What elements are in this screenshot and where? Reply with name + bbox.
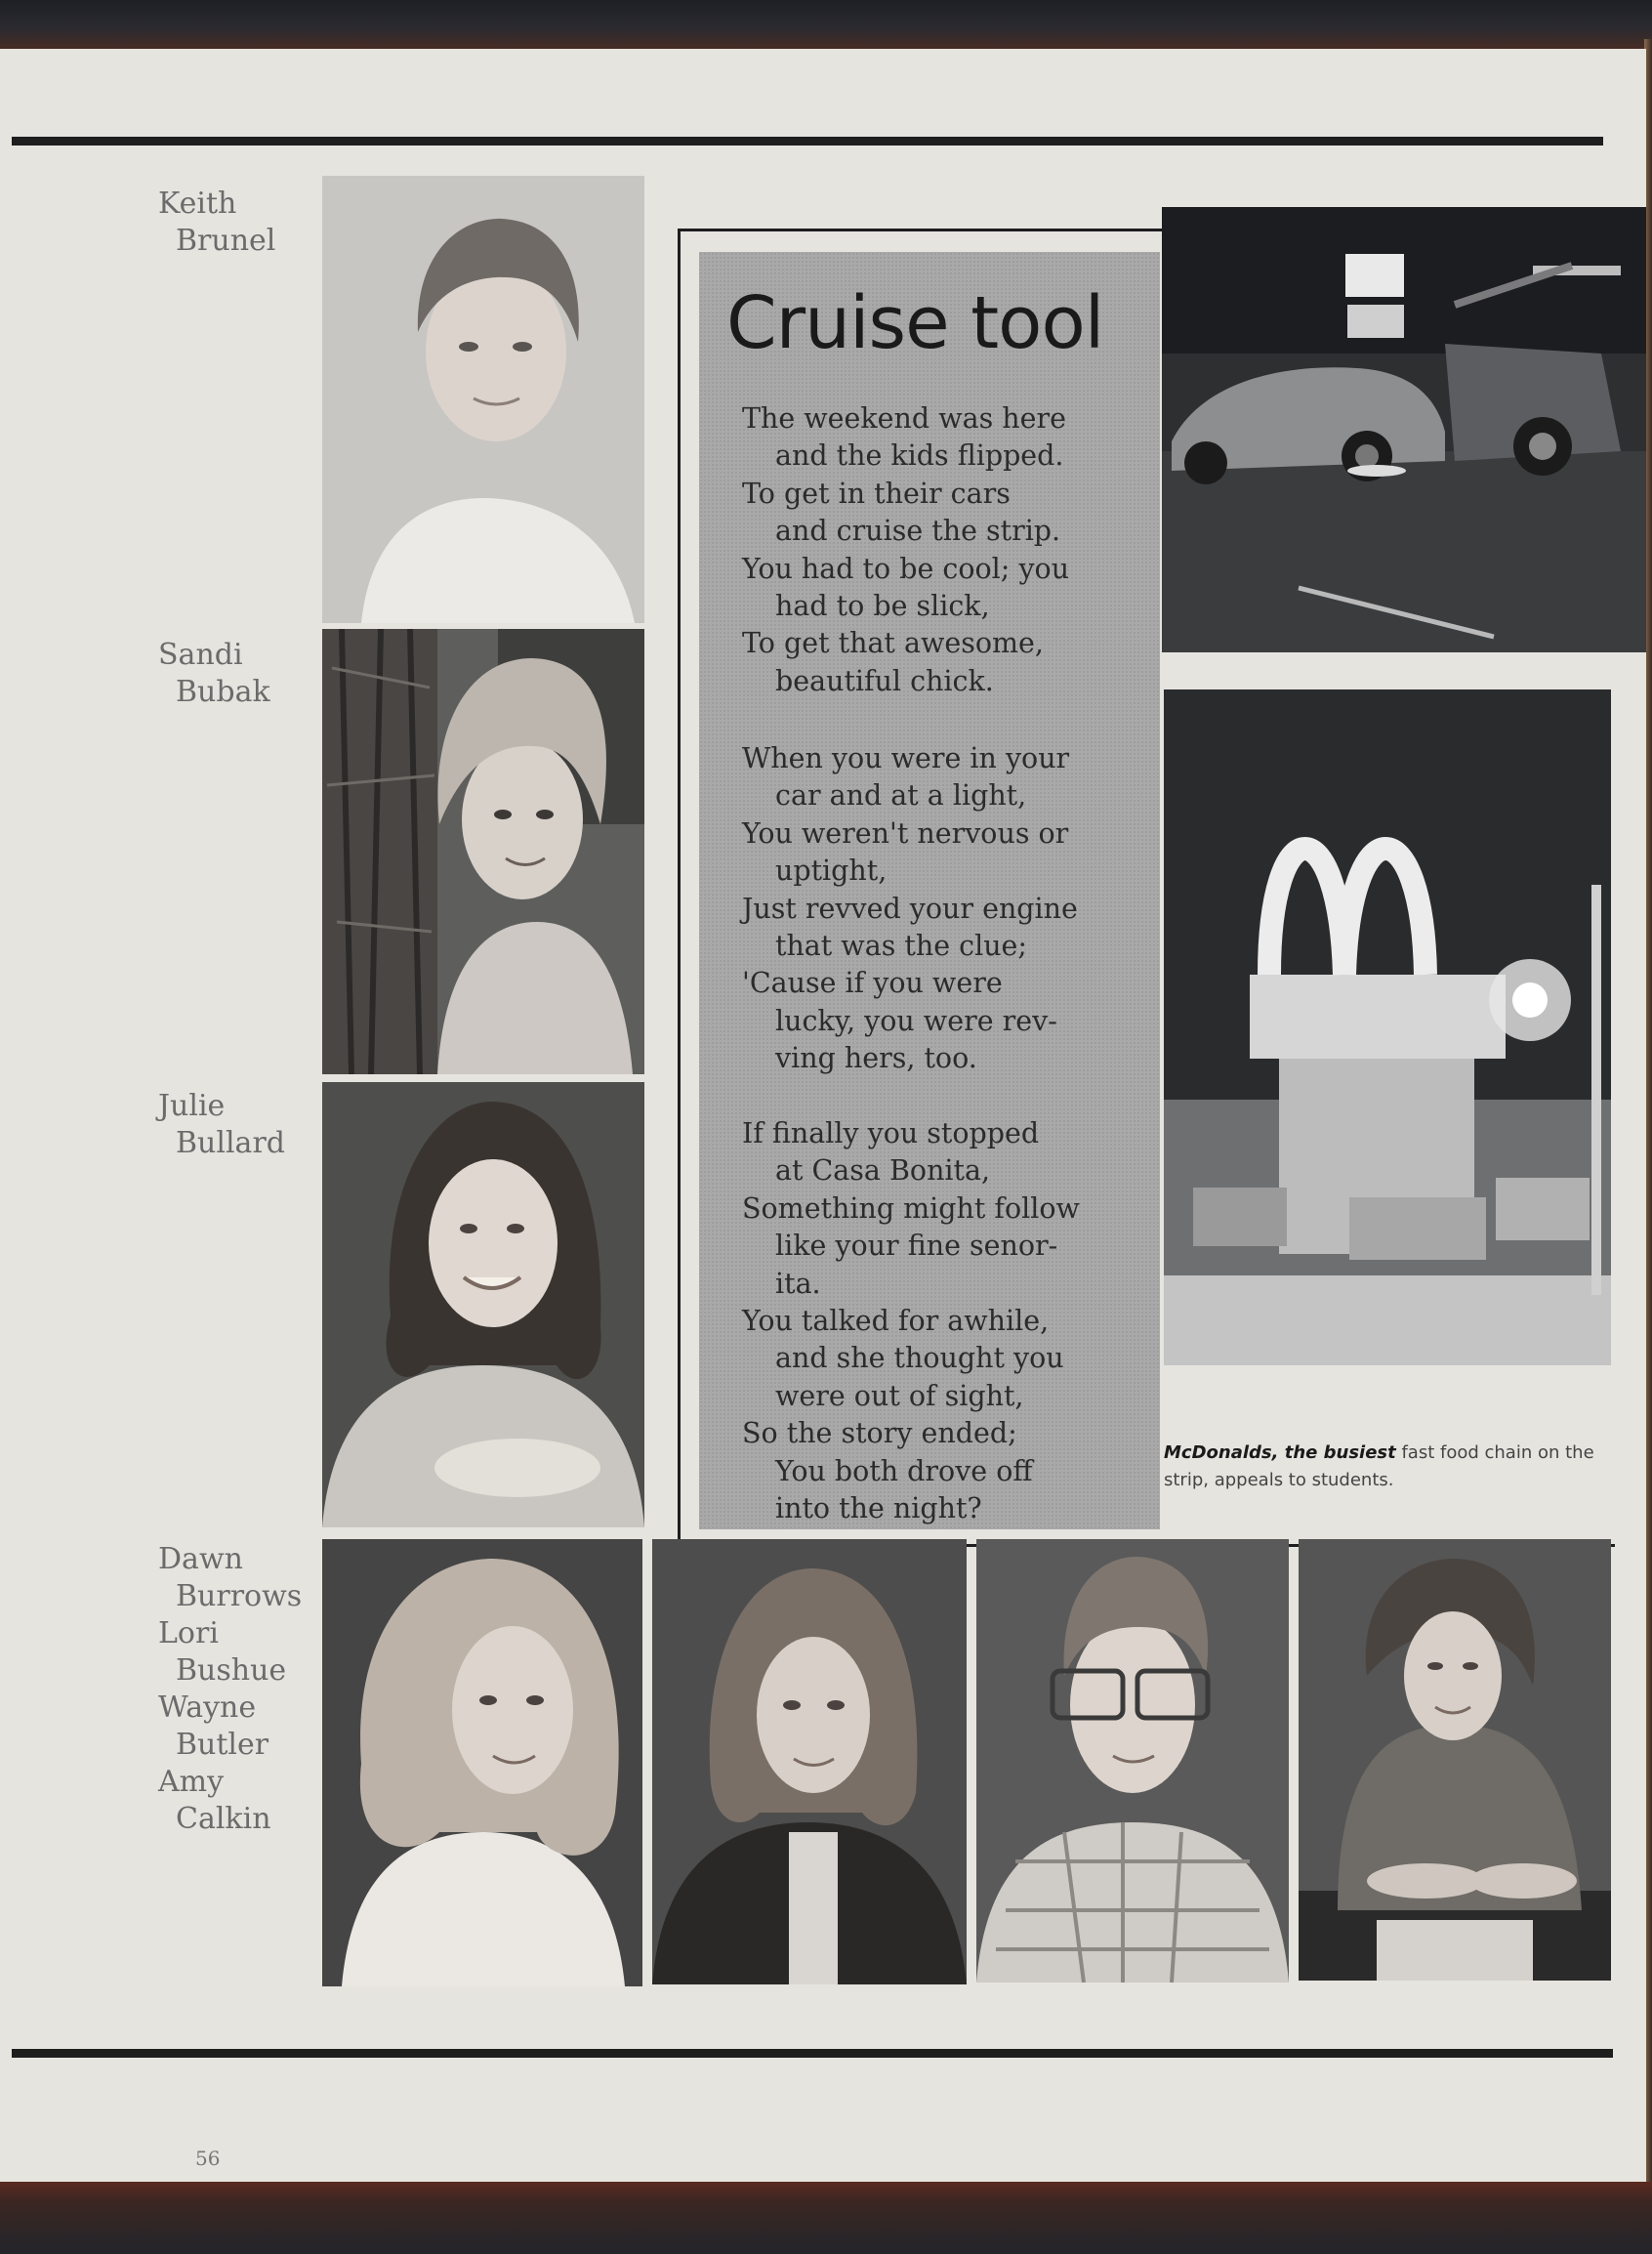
poem-stanza-2: When you were in your car and at a light, You weren't nervous or uptight, Just revved your engine that was the clue; 'Cause if you were lucky, you were rev- ving hers, too.	[742, 742, 1078, 1075]
name-label-bullard: Julie Bullard	[158, 1089, 285, 1160]
yearbook-page	[0, 49, 1646, 2184]
name-list-bottom-row: Dawn Burrows Lori Bushue Wayne Butler Amy Calkin	[158, 1542, 303, 1836]
portrait-photo-brunel	[322, 176, 644, 623]
bottom-rule	[12, 2049, 1613, 2058]
poem-stanza-3: If finally you stopped at Casa Bonita, Something might follow like your fine senor- ita. You talked for awhile, and she thought you were out of sight, So the story ended; You both drove off into the night?	[742, 1117, 1080, 1525]
portrait-photo-burrows	[322, 1539, 642, 1986]
mcdonalds-sign-photo	[1164, 689, 1611, 1365]
poem-stanza-1: The weekend was here and the kids flipped. To get in their cars and cruise the strip. You had to be cool; you had to be slick, To get that awesome, beautiful chick.	[742, 402, 1070, 697]
book-top-edge	[0, 0, 1652, 51]
page-number: 56	[195, 2147, 221, 2170]
portrait-photo-calkin	[1299, 1539, 1611, 1981]
name-label-brunel: Keith Brunel	[158, 187, 276, 258]
portrait-photo-bubak	[322, 629, 644, 1074]
top-rule	[12, 137, 1603, 146]
book-bottom-edge	[0, 2182, 1652, 2254]
feature-headline: Cruise tool	[726, 281, 1104, 365]
night-street-photo	[1162, 207, 1646, 652]
photo-caption: McDonalds, the busiest fast food chain on the strip, appeals to students.	[1164, 1442, 1594, 1490]
portrait-photo-butler	[976, 1539, 1289, 1983]
portrait-photo-bushue	[652, 1539, 967, 1984]
portrait-photo-bullard	[322, 1082, 644, 1527]
poem-box	[699, 252, 1160, 1529]
name-label-bubak: Sandi Bubak	[158, 638, 270, 709]
